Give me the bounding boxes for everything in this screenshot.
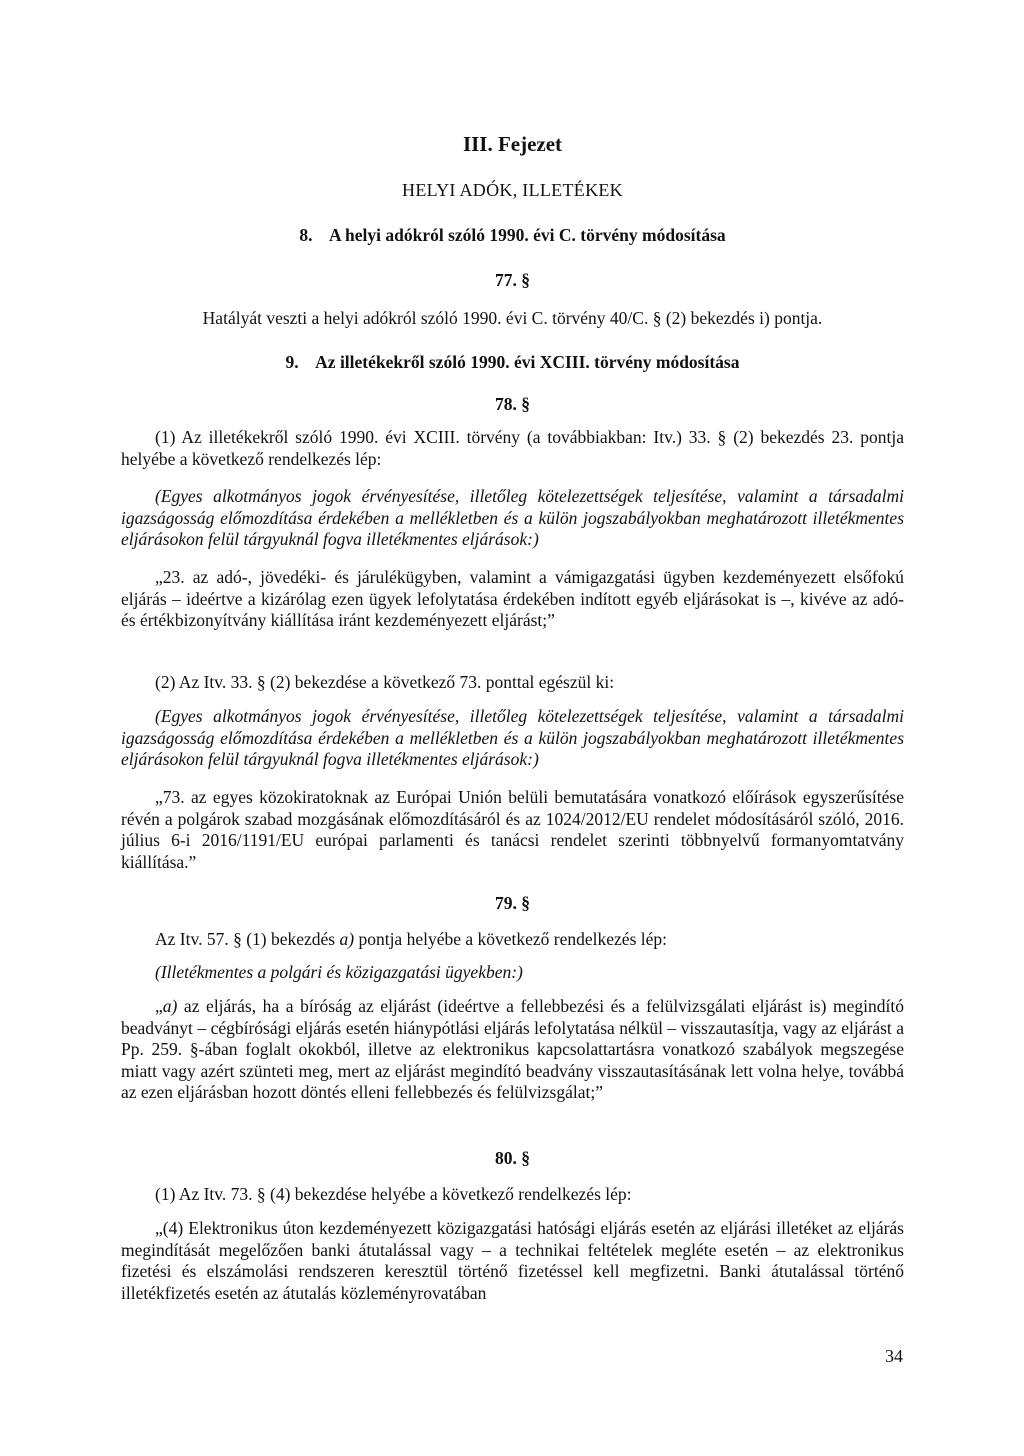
paragraph-79-number: 79. §: [495, 893, 530, 913]
paragraph-79-italic-heading: (Illetékmentes a polgári és közigazgatási ügyekben:): [155, 962, 523, 982]
paragraph-80-intro: (1) Az Itv. 73. § (4) bekezdése helyébe a következő rendelkezés lép:: [155, 1184, 632, 1204]
paragraph-78-2-intro: (2) Az Itv. 33. § (2) bekezdése a következő 73. ponttal egészül ki:: [155, 672, 615, 692]
paragraph-80-quote: „(4) Elektronikus úton kezdeményezett közigazgatási hatósági eljárás esetén az eljárási illetéket az eljárás megindítását megelőzően banki átutalással vagy – a technikai feltételek megléte esetén – az elektronikus fizetési és elszámolási rendszeren keresztül történő fizetéssel kell megfizetni. Banki átutalással történő illetékfizetés esetén az átutalás közleményrovatában: [121, 1218, 904, 1303]
paragraph-79-intro: Az Itv. 57. § (1) bekezdés a) pontja helyébe a következő rendelkezés lép:: [155, 929, 667, 949]
paragraph-78-2-quote: „73. az egyes közokiratoknak az Európai Unión belüli bemutatására vonatkozó előírások egyszerűsítése révén a polgárok szabad mozgásának előmozdításáról és az 1024/2012/EU rendelet módosításáról szóló, 2016. július 6-i 2016/1191/EU európai parlamenti és tanácsi rendelet szerinti többnyelvű formanyomtatvány kiállítása.”: [121, 787, 904, 872]
chapter-title: HELYI ADÓK, ILLETÉKEK: [402, 180, 623, 200]
chapter-number: III. Fejezet: [462, 132, 563, 156]
paragraph-79-quote: „a) az eljárás, ha a bíróság az eljárást (ideértve a fellebbezési és a felülvizsgálati eljárást is) megindító beadványt – cégbírósági eljárás esetén hiánypótlási eljárás lefolytatása nélkül – visszautasítja, vagy az eljárást a Pp. 259. §-ában foglalt okokból, illetve az elektronikus kapcsolattartásra vonatkozó szabályok megszegése miatt vagy azért szünteti meg, mert az eljárást megindító beadvány visszautasításának lett volna helye, továbbá az ezen eljárásban hozott döntés elleni fellebbezés és felülvizsgálat;”: [121, 996, 904, 1102]
paragraph-78-1-intro: (1) Az illetékekről szóló 1990. évi XCIII. törvény (a továbbiakban: Itv.) 33. § (2) bekezdés 23. pontja helyébe a következő rendelkezés lép:: [121, 427, 904, 469]
paragraph-78-2-italic-heading: (Egyes alkotmányos jogok érvényesítése, illetőleg kötelezettségek teljesítése, valamint a társadalmi igazságosság előmozdítása érdekében a mellékletben és a külön jogszabályokban meghatározott illetékmentes eljárásokon felül tárgyuknál fogva illetékmentes eljárások:): [121, 706, 904, 769]
paragraph-78-1-quote: „23. az adó-, jövedéki- és járulékügyben, valamint a vámigazgatási ügyben kezdeményezett elsőfokú eljárás – ideértve a kizárólag ezen ügyek lefolytatása érdekében indított egyéb eljárásokat is –, kivéve az adó- és értékbizonyítvány kiállítása iránt kezdeményezett eljárást;”: [121, 567, 904, 630]
paragraph-78-1-italic-heading: (Egyes alkotmányos jogok érvényesítése, illetőleg kötelezettségek teljesítése, valamint a társadalmi igazságosság előmozdítása érdekében a mellékletben és a külön jogszabályokban meghatározott illetékmentes eljárásokon felül tárgyuknál fogva illetékmentes eljárások:): [121, 486, 904, 549]
paragraph-78-number: 78. §: [495, 394, 530, 414]
paragraph-80-number: 80. §: [495, 1148, 530, 1168]
page-number: 34: [885, 1346, 903, 1366]
paragraph-77-number: 77. §: [495, 270, 530, 290]
paragraph-77-text: Hatályát veszti a helyi adókról szóló 1990. évi C. törvény 40/C. § (2) bekezdés i) pontja.: [202, 308, 823, 328]
section-9-heading: 9. Az illetékekről szóló 1990. évi XCIII. törvény módosítása: [285, 352, 740, 372]
section-8-heading: 8. A helyi adókról szóló 1990. évi C. törvény módosítása: [299, 225, 726, 245]
